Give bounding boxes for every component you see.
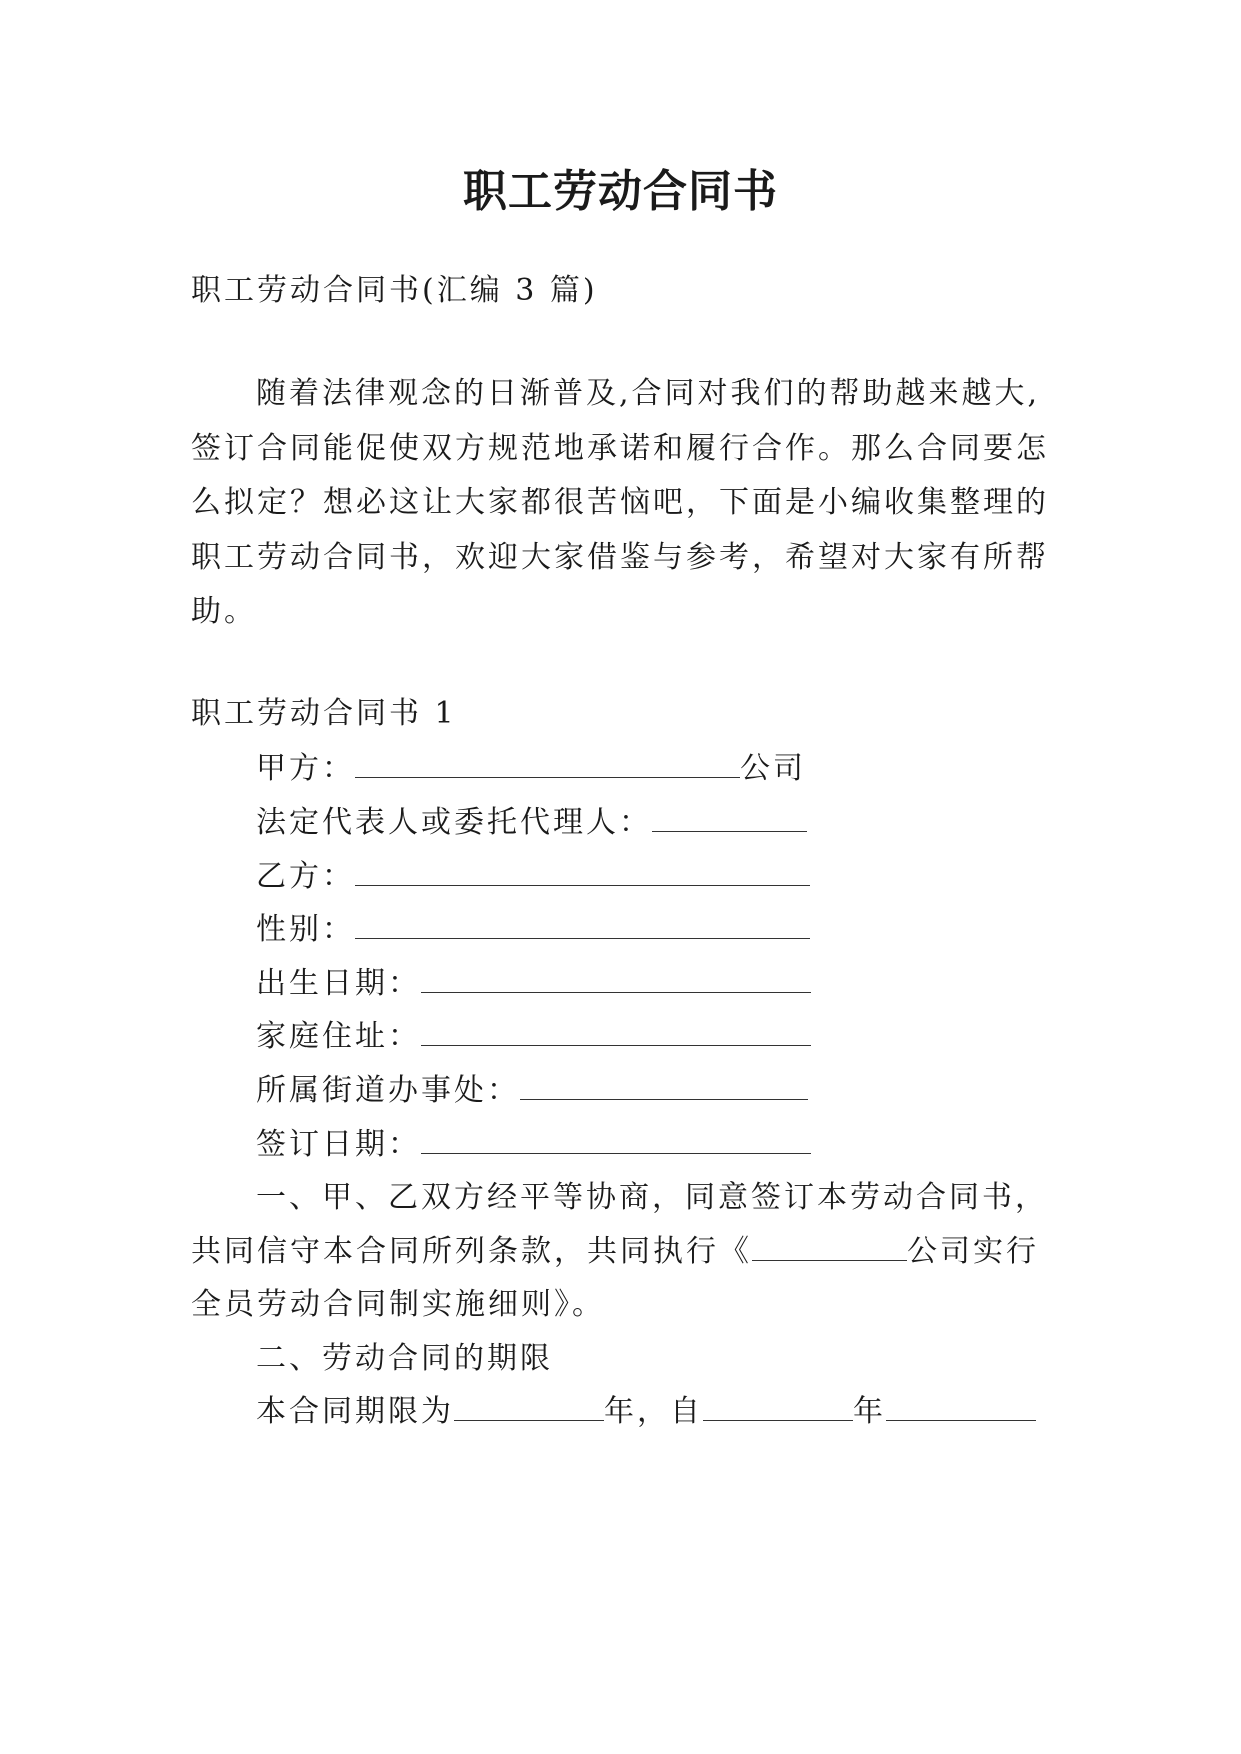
- intro-line-3: 么拟定？想必这让大家都很苦恼吧，下面是小编收集整理的: [191, 485, 1049, 520]
- clause1-line-3: 全员劳动合同制实施细则》。: [191, 1287, 605, 1322]
- address-label: 家庭住址：: [256, 1019, 421, 1054]
- office-row: [256, 1065, 808, 1109]
- birth-row: [256, 958, 811, 1002]
- party-a-row: [256, 743, 806, 787]
- clause2-term-row: [256, 1386, 1036, 1430]
- clause2-p1: 本合同期限为: [256, 1394, 454, 1429]
- sign-date-label: 签订日期：: [256, 1127, 421, 1162]
- birth-blank[interactable]: [421, 965, 811, 993]
- intro-line-2: 签订合同能促使双方规范地承诺和履行合作。那么合同要怎: [191, 431, 1049, 466]
- intro-line-4: 职工劳动合同书，欢迎大家借鉴与参考，希望对大家有所帮: [191, 540, 1049, 575]
- gender-label: 性别：: [256, 912, 355, 947]
- gender-row: [256, 904, 810, 948]
- party-b-row: [256, 851, 810, 895]
- document-title: 职工劳动合同书: [463, 166, 778, 217]
- document-subtitle: 职工劳动合同书(汇编 3 篇): [191, 273, 598, 308]
- party-a-suffix: 公司: [740, 751, 806, 786]
- party-a-label: 甲方：: [256, 751, 355, 786]
- clause1-line-2-pre: 共同信守本合同所列条款，共同执行《: [191, 1234, 752, 1269]
- party-b-blank[interactable]: [355, 858, 810, 886]
- address-blank[interactable]: [421, 1018, 811, 1046]
- address-row: [256, 1011, 811, 1055]
- birth-label: 出生日期：: [256, 966, 421, 1001]
- gender-blank[interactable]: [355, 911, 810, 939]
- start-month-blank[interactable]: [886, 1393, 1036, 1421]
- start-year-blank[interactable]: [703, 1393, 853, 1421]
- clause1-line-2: [191, 1226, 1039, 1270]
- company-blank[interactable]: [752, 1233, 907, 1261]
- office-blank[interactable]: [520, 1072, 808, 1100]
- intro-line-5: 助。: [191, 594, 257, 629]
- term-years-blank[interactable]: [454, 1393, 604, 1421]
- sign-date-row: [256, 1119, 811, 1163]
- legal-rep-blank[interactable]: [652, 804, 807, 832]
- section-title: 职工劳动合同书 1: [191, 696, 457, 731]
- clause2-heading: 二、劳动合同的期限: [256, 1341, 553, 1376]
- legal-rep-row: [256, 797, 807, 841]
- party-b-label: 乙方：: [256, 859, 355, 894]
- clause2-p2: 年，自: [604, 1394, 703, 1429]
- clause1-line-1: 一、甲、乙双方经平等协商，同意签订本劳动合同书，: [256, 1180, 1048, 1215]
- legal-rep-label: 法定代表人或委托代理人：: [256, 805, 652, 840]
- clause1-line-2-post: 公司实行: [907, 1234, 1039, 1269]
- office-label: 所属街道办事处：: [256, 1073, 520, 1108]
- clause2-p3: 年: [853, 1394, 886, 1429]
- sign-date-blank[interactable]: [421, 1126, 811, 1154]
- intro-line-1: 随着法律观念的日渐普及,合同对我们的帮助越来越大,: [256, 376, 1041, 411]
- party-a-blank[interactable]: [355, 750, 740, 778]
